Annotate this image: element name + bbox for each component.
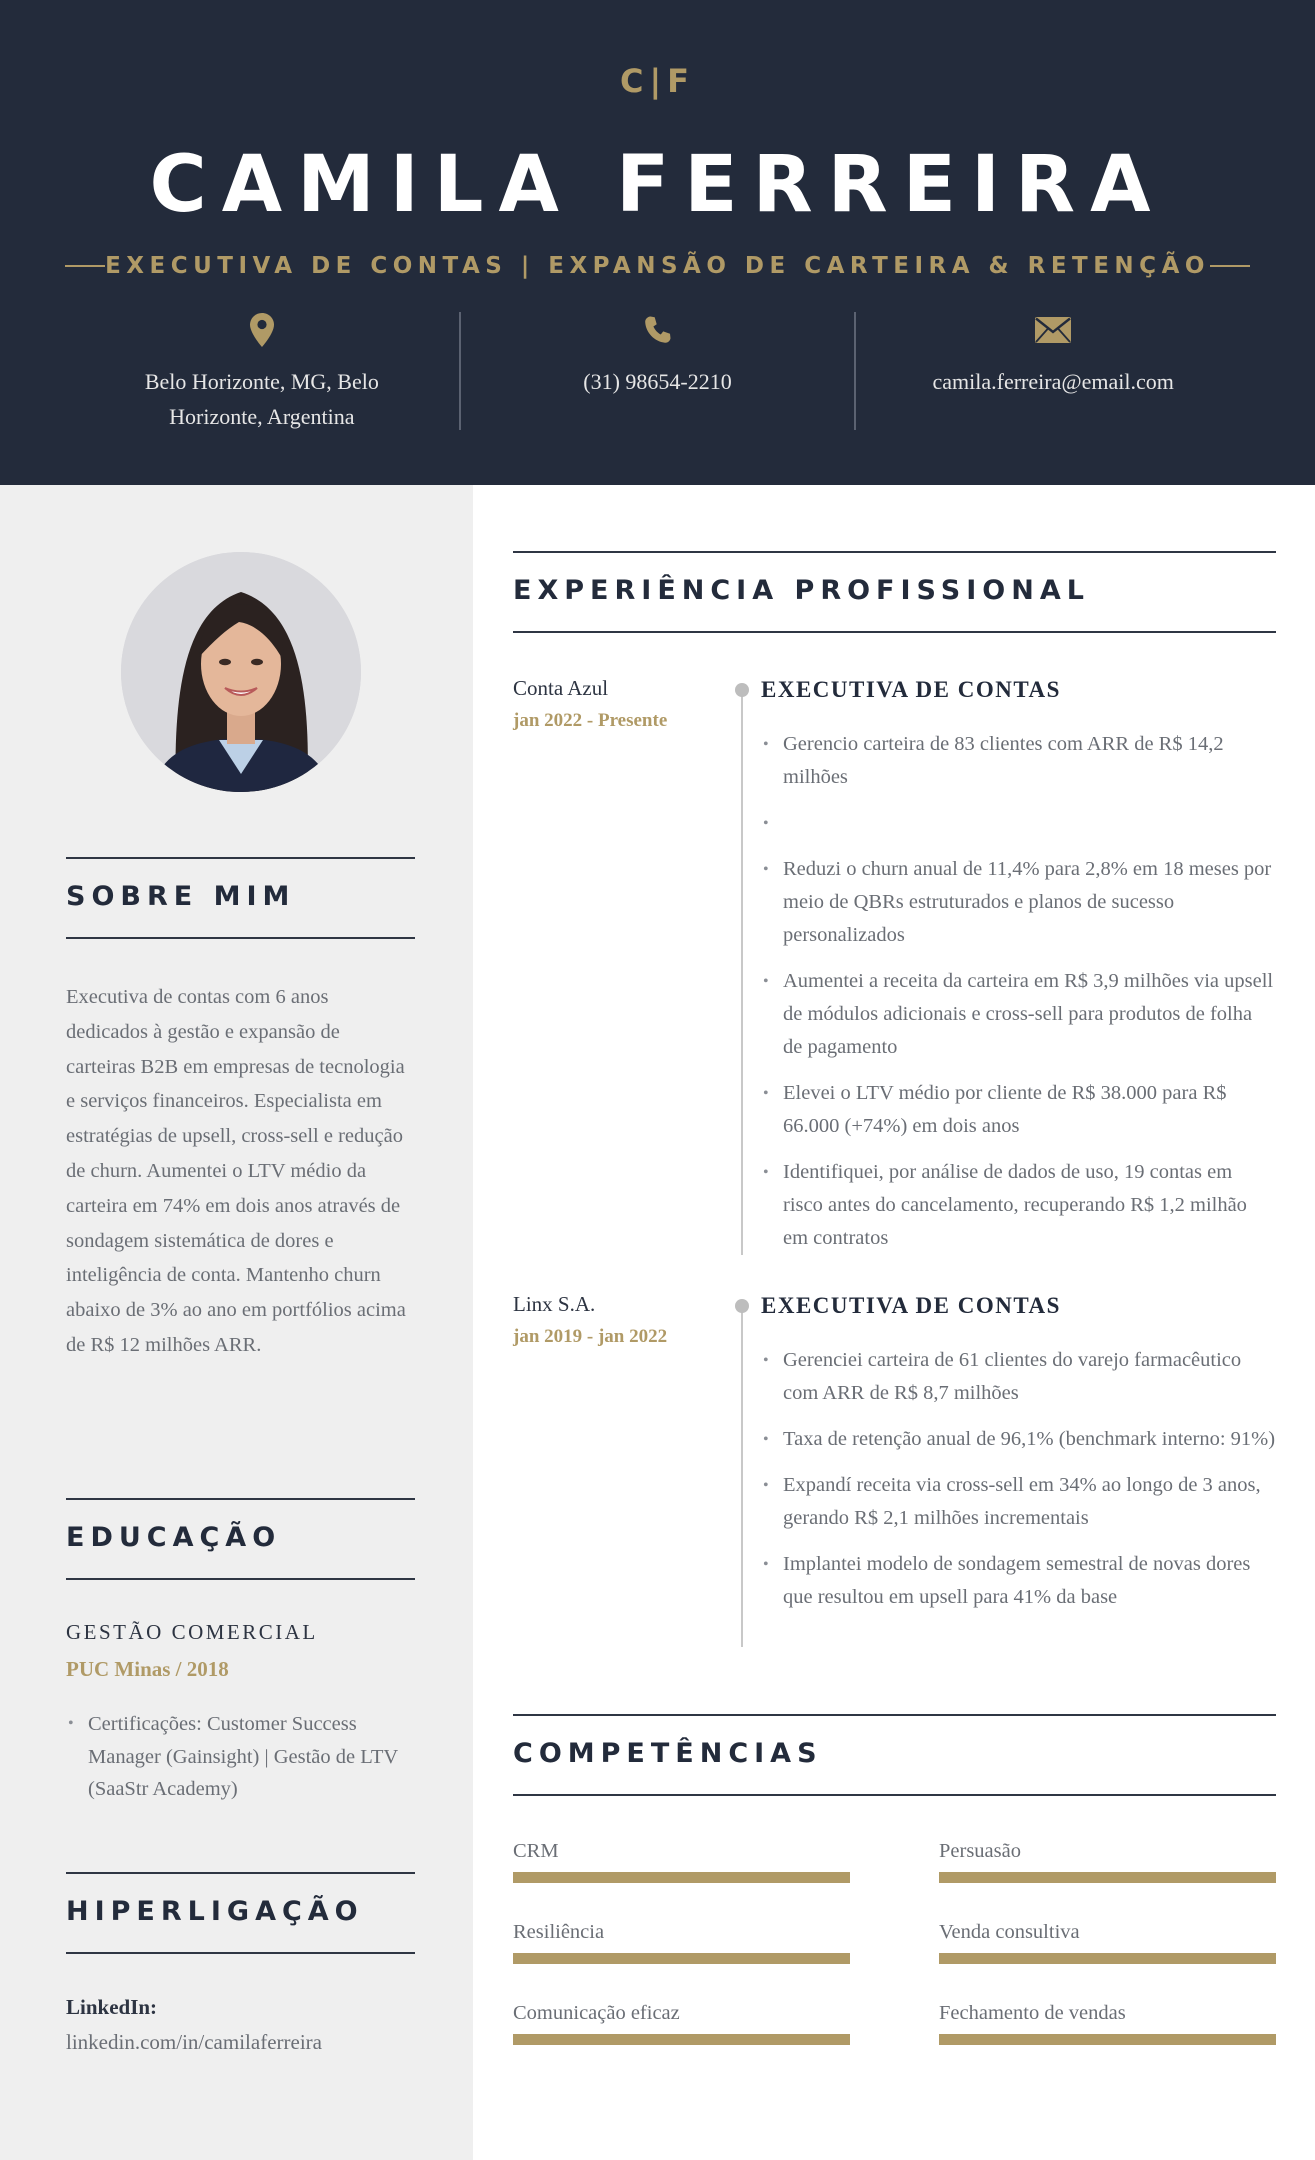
education-school: PUC Minas / 2018 xyxy=(66,1657,229,1681)
location-line-2: Horizonte, Argentina xyxy=(169,404,355,429)
skill-bar xyxy=(939,1872,1276,1883)
job-dates: jan 2019 - jan 2022 xyxy=(513,1326,668,1347)
monogram: C|F xyxy=(619,62,696,100)
linkedin-url[interactable]: linkedin.com/in/camilaferreira xyxy=(66,2030,322,2054)
skills-title: COMPETÊNCIAS xyxy=(513,1738,823,1769)
skill-item xyxy=(939,1921,1276,1964)
skill-bar-fill xyxy=(513,1872,850,1883)
job-title: EXECUTIVA DE CONTAS xyxy=(761,1293,1061,1318)
skill-item xyxy=(513,1921,850,1964)
candidate-name: CAMILA FERREIRA xyxy=(149,140,1166,230)
timeline-line xyxy=(741,1306,743,1647)
list-item: • Gerenciei carteira de 61 clientes do varejo farmacêutico com ARR de R$ 8,7 milhões xyxy=(761,1344,1276,1410)
about-title: SOBRE MIM xyxy=(66,881,296,912)
skill-item xyxy=(513,1840,850,1883)
skill-bar xyxy=(513,1953,850,1964)
links-rule-top xyxy=(66,1872,415,1874)
skill-bar xyxy=(513,2034,850,2045)
list-item: • Certificações: Customer Success Manager (Gainsight) | Gestão de LTV (SaaStr Academy) xyxy=(66,1708,411,1806)
job-dates: jan 2022 - Presente xyxy=(513,710,668,731)
skill-item xyxy=(513,2002,850,2045)
phone-icon xyxy=(644,312,672,348)
skill-name: Comunicação eficaz xyxy=(513,2002,680,2024)
skill-bar-fill xyxy=(513,2034,850,2045)
envelope-icon xyxy=(1035,312,1071,348)
about-rule-bottom xyxy=(66,937,415,939)
skill-bar-fill xyxy=(939,1953,1276,1964)
location-line-1: Belo Horizonte, MG, Belo xyxy=(144,369,379,394)
skill-bar-fill xyxy=(939,1872,1276,1883)
timeline-line xyxy=(741,690,743,1255)
profile-photo xyxy=(121,552,361,792)
list-item xyxy=(761,807,1276,840)
job-company: Conta Azul xyxy=(513,676,609,700)
header xyxy=(0,0,1315,485)
experience-title: EXPERIÊNCIA PROFISSIONAL xyxy=(513,575,1090,606)
skill-bar-fill xyxy=(939,2034,1276,2045)
skill-bar-fill xyxy=(513,1953,850,1964)
list-item: • Gerencio carteira de 83 clientes com ARR de R$ 14,2 milhões xyxy=(761,728,1276,794)
skill-item xyxy=(939,2002,1276,2045)
about-text: Executiva de contas com 6 anos dedicados à gestão e expansão de carteiras B2B em empresas de tecnologia e serviços financeiros. Especialista em estratégias de upsell, cross-sell e redução de churn. Aumentei o LTV médio da carteira em 74% em dois anos através de sondagem sistemática de dores e inteligência de conta. Mantenho churn abaixo de 3% ao ano em portfólios acima de R$ 12 milhões ARR. xyxy=(66,986,406,1356)
education-degree: GESTÃO COMERCIAL xyxy=(66,1620,318,1644)
skill-bar xyxy=(513,1872,850,1883)
timeline-dot xyxy=(735,1299,749,1313)
list-item: • Aumentei a receita da carteira em R$ 3,9 milhões via upsell de módulos adicionais e cross-sell para produtos de folha de pagamento xyxy=(761,965,1276,1064)
phone-number[interactable]: (31) 98654-2210 xyxy=(583,369,732,394)
contact-location xyxy=(65,312,459,432)
skill-item xyxy=(939,1840,1276,1883)
timeline-dot xyxy=(735,683,749,697)
email-address[interactable]: camila.ferreira@email.com xyxy=(932,369,1174,394)
subtitle-row xyxy=(65,248,1250,284)
skills-rule-bottom xyxy=(513,1794,1276,1796)
job-bullets xyxy=(761,1344,1276,1627)
skills-rule-top xyxy=(513,1714,1276,1716)
education-rule-bottom xyxy=(66,1578,415,1580)
about-rule-top xyxy=(66,857,415,859)
skill-name: Resiliência xyxy=(513,1921,605,1943)
list-item: • Expandí receita via cross-sell em 34% ao longo de 3 anos, gerando R$ 2,1 milhões incrementais xyxy=(761,1469,1276,1535)
job-bullets xyxy=(761,728,1276,1268)
list-item: • Elevei o LTV médio por cliente de R$ 38.000 para R$ 66.000 (+74%) em dois anos xyxy=(761,1077,1276,1143)
education-rule-top xyxy=(66,1498,415,1500)
contact-phone xyxy=(461,312,855,432)
linkedin-label: LinkedIn: xyxy=(66,1995,158,2019)
contact-email xyxy=(856,312,1250,432)
skill-bar xyxy=(939,1953,1276,1964)
contact-info xyxy=(65,312,1250,432)
experience-rule-top xyxy=(513,551,1276,553)
job-title: EXECUTIVA DE CONTAS xyxy=(761,677,1061,702)
job-company: Linx S.A. xyxy=(513,1292,596,1316)
experience-rule-bottom xyxy=(513,631,1276,633)
list-item: • Identifiquei, por análise de dados de uso, 19 contas em risco antes do cancelamento, recuperando R$ 1,2 milhão em contratos xyxy=(761,1156,1276,1255)
education-title: EDUCAÇÃO xyxy=(66,1522,282,1553)
education-details xyxy=(66,1708,411,1806)
list-item: • Reduzi o churn anual de 11,4% para 2,8% em 18 meses por meio de QBRs estruturados e planos de sucesso personalizados xyxy=(761,853,1276,952)
skill-name: Persuasão xyxy=(939,1840,1021,1862)
links-rule-bottom xyxy=(66,1952,415,1954)
list-item: • Implantei modelo de sondagem semestral de novas dores que resultou em upsell para 41% da base xyxy=(761,1548,1276,1614)
skill-bar xyxy=(939,2034,1276,2045)
subtitle-divider-right xyxy=(1210,265,1250,267)
location-pin-icon xyxy=(249,312,275,348)
skill-name: Venda consultiva xyxy=(939,1921,1080,1943)
subtitle-divider-left xyxy=(65,265,105,267)
skill-name: CRM xyxy=(513,1840,559,1862)
skill-name: Fechamento de vendas xyxy=(939,2002,1126,2024)
links-title: HIPERLIGAÇÃO xyxy=(66,1896,364,1927)
list-item: • Taxa de retenção anual de 96,1% (benchmark interno: 91%) xyxy=(761,1423,1276,1456)
job-subtitle: EXECUTIVA DE CONTAS | EXPANSÃO DE CARTEIRA & RETENÇÃO xyxy=(105,253,1210,279)
